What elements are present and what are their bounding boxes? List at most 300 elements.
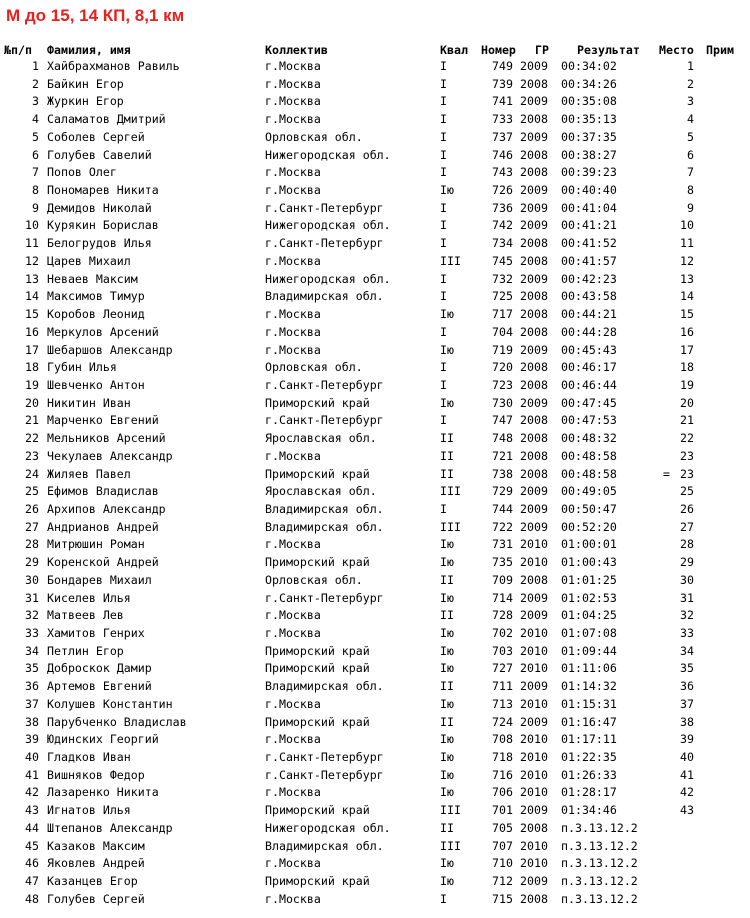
cell-bib: 706 bbox=[492, 785, 513, 800]
table-row bbox=[0, 820, 750, 838]
cell-result: 00:46:17 bbox=[561, 360, 617, 375]
cell-number: 44 bbox=[25, 820, 39, 835]
cell-number: 42 bbox=[25, 785, 39, 800]
cell-year: 2010 bbox=[520, 767, 548, 782]
cell-result: п.3.13.12.2 bbox=[561, 856, 638, 871]
cell-name: Коренской Андрей bbox=[47, 555, 159, 570]
cell-bib: 738 bbox=[492, 466, 513, 481]
cell-team: г.Санкт-Петербург bbox=[265, 377, 384, 392]
cell-bib: 719 bbox=[492, 342, 513, 357]
cell-team: г.Москва bbox=[265, 626, 321, 640]
cell-bib: 735 bbox=[492, 555, 513, 570]
cell-year: 2008 bbox=[520, 289, 548, 304]
cell-result: 01:09:44 bbox=[561, 643, 617, 658]
cell-number: 1 bbox=[32, 59, 39, 73]
cell-result: 00:44:21 bbox=[561, 307, 617, 322]
cell-year: 2008 bbox=[520, 324, 548, 339]
cell-result: 00:35:08 bbox=[561, 94, 617, 109]
table-row bbox=[0, 359, 750, 377]
cell-number: 17 bbox=[25, 342, 39, 357]
cell-year: 2008 bbox=[520, 891, 548, 906]
cell-name: Чекулаев Александр bbox=[47, 448, 173, 463]
cell-bib: 731 bbox=[492, 537, 513, 552]
table-row bbox=[0, 235, 750, 253]
cell-year: 2009 bbox=[520, 874, 548, 889]
cell-place: 9 bbox=[687, 200, 694, 215]
cell-number: 31 bbox=[25, 590, 39, 605]
cell-place: 16 bbox=[680, 324, 694, 339]
cell-number: 22 bbox=[25, 431, 39, 446]
table-row bbox=[0, 324, 750, 342]
cell-year: 2008 bbox=[520, 377, 548, 392]
cell-team: г.Москва bbox=[265, 112, 321, 127]
cell-number: 10 bbox=[25, 218, 39, 233]
cell-bib: 733 bbox=[492, 112, 513, 127]
cell-kval: Iю bbox=[440, 307, 454, 322]
cell-bib: 745 bbox=[492, 253, 513, 268]
cell-result: 01:34:46 bbox=[561, 803, 617, 818]
cell-year: 2008 bbox=[520, 307, 548, 322]
cell-name: Шевченко Антон bbox=[47, 377, 145, 392]
cell-name: Андрианов Андрей bbox=[47, 519, 159, 534]
cell-result: п.3.13.12.2 bbox=[561, 891, 638, 906]
cell-place: 25 bbox=[680, 484, 694, 499]
table-row bbox=[0, 838, 750, 856]
cell-team: Владимирская обл. bbox=[265, 501, 384, 516]
cell-result: 01:02:53 bbox=[561, 590, 617, 605]
cell-year: 2008 bbox=[520, 431, 548, 446]
table-row bbox=[0, 678, 750, 696]
cell-name: Артемов Евгений bbox=[47, 679, 152, 694]
cell-result: 01:11:06 bbox=[561, 661, 617, 676]
cell-bib: 728 bbox=[492, 608, 513, 623]
table-header bbox=[0, 42, 750, 58]
cell-kval: Iю bbox=[440, 395, 454, 410]
cell-bib: 725 bbox=[492, 289, 513, 304]
cell-number: 28 bbox=[25, 537, 39, 552]
cell-kval: I bbox=[440, 94, 447, 109]
cell-team: Приморский край bbox=[265, 714, 370, 729]
table-row bbox=[0, 306, 750, 324]
cell-team: Ярославская обл. bbox=[265, 484, 377, 499]
cell-result: 00:43:58 bbox=[561, 289, 617, 304]
header-team: Коллектив bbox=[265, 43, 328, 57]
cell-bib: 713 bbox=[492, 696, 513, 711]
cell-kval: II bbox=[440, 572, 454, 587]
cell-name: Голубев Сергей bbox=[47, 891, 145, 906]
cell-kval: I bbox=[440, 129, 447, 144]
cell-year: 2009 bbox=[520, 59, 548, 73]
cell-name: Бондарев Михаил bbox=[47, 572, 152, 587]
cell-bib: 721 bbox=[492, 448, 513, 463]
table-row bbox=[0, 731, 750, 749]
cell-name: Неваев Максим bbox=[47, 271, 138, 286]
cell-kval: Iю bbox=[440, 856, 454, 871]
cell-year: 2010 bbox=[520, 643, 548, 658]
cell-year: 2010 bbox=[520, 696, 548, 711]
cell-team: г.Москва bbox=[265, 94, 321, 109]
cell-name: Коробов Леонид bbox=[47, 307, 145, 322]
cell-bib: 748 bbox=[492, 431, 513, 446]
cell-place: 4 bbox=[687, 112, 694, 127]
cell-result: 01:01:25 bbox=[561, 572, 617, 587]
cell-number: 33 bbox=[25, 626, 39, 640]
table-row bbox=[0, 625, 750, 643]
cell-kval: II bbox=[440, 431, 454, 446]
cell-kval: Iю bbox=[440, 342, 454, 357]
header-name: Фамилия, имя bbox=[47, 43, 131, 57]
cell-name: Игнатов Илья bbox=[47, 803, 131, 818]
cell-kval: I bbox=[440, 76, 447, 91]
cell-name: Курякин Борислав bbox=[47, 218, 159, 233]
cell-result: 00:47:45 bbox=[561, 395, 617, 410]
cell-number: 7 bbox=[32, 165, 39, 180]
cell-number: 47 bbox=[25, 874, 39, 889]
cell-kval: I bbox=[440, 59, 447, 73]
cell-place: 19 bbox=[680, 377, 694, 392]
cell-year: 2009 bbox=[520, 200, 548, 215]
cell-number: 40 bbox=[25, 750, 39, 765]
cell-place: 23 bbox=[680, 448, 694, 463]
cell-bib: 712 bbox=[492, 874, 513, 889]
cell-place: 6 bbox=[687, 147, 694, 162]
cell-year: 2010 bbox=[520, 750, 548, 765]
cell-year: 2008 bbox=[520, 572, 548, 587]
cell-result: 00:40:40 bbox=[561, 183, 617, 198]
cell-result: 00:41:21 bbox=[561, 218, 617, 233]
cell-team: г.Москва bbox=[265, 59, 321, 73]
table-row bbox=[0, 217, 750, 235]
cell-name: Меркулов Арсений bbox=[47, 324, 159, 339]
cell-year: 2009 bbox=[520, 608, 548, 623]
cell-result: 01:14:32 bbox=[561, 679, 617, 694]
cell-bib: 739 bbox=[492, 76, 513, 91]
cell-bib: 742 bbox=[492, 218, 513, 233]
cell-year: 2009 bbox=[520, 218, 548, 233]
cell-result: 01:07:08 bbox=[561, 626, 617, 640]
table-row bbox=[0, 855, 750, 873]
cell-result: 00:37:35 bbox=[561, 129, 617, 144]
table-row bbox=[0, 607, 750, 625]
cell-team: Приморский край bbox=[265, 466, 370, 481]
cell-name: Митрюшин Роман bbox=[47, 537, 145, 552]
cell-team: г.Москва bbox=[265, 76, 321, 91]
cell-number: 2 bbox=[32, 76, 39, 91]
cell-bib: 707 bbox=[492, 838, 513, 853]
cell-place: 31 bbox=[680, 590, 694, 605]
cell-name: Соболев Сергей bbox=[47, 129, 145, 144]
header-kval: Квал bbox=[440, 43, 468, 57]
cell-result: 00:42:23 bbox=[561, 271, 617, 286]
table-row bbox=[0, 253, 750, 271]
cell-name: Архипов Александр bbox=[47, 501, 166, 516]
cell-name: Хайбрахманов Равиль bbox=[47, 59, 180, 73]
cell-place: 30 bbox=[680, 572, 694, 587]
cell-result: 00:48:32 bbox=[561, 431, 617, 446]
cell-bib: 714 bbox=[492, 590, 513, 605]
cell-team: Приморский край bbox=[265, 555, 370, 570]
cell-year: 2008 bbox=[520, 466, 548, 481]
cell-number: 15 bbox=[25, 307, 39, 322]
cell-name: Доброскок Дамир bbox=[47, 661, 152, 676]
header-note: Прим bbox=[706, 43, 734, 57]
table-row bbox=[0, 891, 750, 909]
cell-place: 2 bbox=[687, 76, 694, 91]
cell-name: Гладков Иван bbox=[47, 750, 131, 765]
cell-name: Марченко Евгений bbox=[47, 413, 159, 428]
cell-kval: Iю bbox=[440, 661, 454, 676]
cell-result: 00:41:52 bbox=[561, 236, 617, 251]
cell-result: 00:48:58 bbox=[561, 448, 617, 463]
cell-name: Демидов Николай bbox=[47, 200, 152, 215]
cell-name: Киселев Илья bbox=[47, 590, 131, 605]
cell-year: 2008 bbox=[520, 253, 548, 268]
cell-name: Казанцев Егор bbox=[47, 874, 138, 889]
cell-place: 40 bbox=[680, 750, 694, 765]
cell-team: г.Москва bbox=[265, 183, 321, 198]
cell-bib: 723 bbox=[492, 377, 513, 392]
cell-name: Белогрудов Илья bbox=[47, 236, 152, 251]
cell-number: 45 bbox=[25, 838, 39, 853]
cell-kval: Iю bbox=[440, 785, 454, 800]
cell-bib: 732 bbox=[492, 271, 513, 286]
table-row bbox=[0, 536, 750, 554]
cell-kval: II bbox=[440, 714, 454, 729]
cell-bib: 726 bbox=[492, 183, 513, 198]
cell-result: 01:15:31 bbox=[561, 696, 617, 711]
cell-year: 2008 bbox=[520, 413, 548, 428]
table-row bbox=[0, 288, 750, 306]
table-row bbox=[0, 342, 750, 360]
cell-name: Колушев Константин bbox=[47, 696, 173, 711]
cell-name: Казаков Максим bbox=[47, 838, 145, 853]
cell-team: г.Москва bbox=[265, 856, 321, 871]
cell-bib: 734 bbox=[492, 236, 513, 251]
cell-place: 34 bbox=[680, 643, 694, 658]
cell-kval: I bbox=[440, 200, 447, 215]
table-row bbox=[0, 696, 750, 714]
cell-kval: I bbox=[440, 218, 447, 233]
cell-team: Приморский край bbox=[265, 643, 370, 658]
cell-kval: Iю bbox=[440, 732, 454, 747]
cell-result: 00:39:23 bbox=[561, 165, 617, 180]
cell-name: Петлин Егор bbox=[47, 643, 124, 658]
cell-result: 00:44:28 bbox=[561, 324, 617, 339]
cell-bib: 715 bbox=[492, 891, 513, 906]
cell-kval: II bbox=[440, 448, 454, 463]
cell-team: г.Москва bbox=[265, 253, 321, 268]
cell-kval: III bbox=[440, 803, 461, 818]
cell-kval: Iю bbox=[440, 537, 454, 552]
cell-number: 39 bbox=[25, 732, 39, 747]
cell-year: 2010 bbox=[520, 838, 548, 853]
cell-number: 46 bbox=[25, 856, 39, 871]
cell-bib: 701 bbox=[492, 803, 513, 818]
cell-team: Приморский край bbox=[265, 803, 370, 818]
cell-kval: Iю bbox=[440, 590, 454, 605]
cell-place: 20 bbox=[680, 395, 694, 410]
table-row bbox=[0, 147, 750, 165]
cell-team: г.Санкт-Петербург bbox=[265, 413, 384, 428]
cell-year: 2009 bbox=[520, 129, 548, 144]
cell-number: 16 bbox=[25, 324, 39, 339]
table-row bbox=[0, 873, 750, 891]
cell-number: 9 bbox=[32, 200, 39, 215]
cell-kval: I bbox=[440, 112, 447, 127]
cell-bib: 709 bbox=[492, 572, 513, 587]
cell-team: Нижегородская обл. bbox=[265, 820, 391, 835]
table-row bbox=[0, 76, 750, 94]
cell-year: 2009 bbox=[520, 395, 548, 410]
cell-team: г.Москва bbox=[265, 324, 321, 339]
cell-place: 27 bbox=[680, 519, 694, 534]
header-number: №п/п bbox=[4, 43, 32, 57]
cell-number: 27 bbox=[25, 519, 39, 534]
cell-bib: 705 bbox=[492, 820, 513, 835]
table-row bbox=[0, 519, 750, 537]
cell-kval: Iю bbox=[440, 626, 454, 640]
cell-year: 2009 bbox=[520, 484, 548, 499]
cell-name: Губин Илья bbox=[47, 360, 117, 375]
cell-team: Ярославская обл. bbox=[265, 431, 377, 446]
cell-kval: I bbox=[440, 891, 447, 906]
cell-number: 38 bbox=[25, 714, 39, 729]
cell-year: 2009 bbox=[520, 590, 548, 605]
cell-number: 30 bbox=[25, 572, 39, 587]
cell-year: 2009 bbox=[520, 183, 548, 198]
cell-number: 24 bbox=[25, 466, 39, 481]
cell-result: п.3.13.12.2 bbox=[561, 838, 638, 853]
cell-year: 2008 bbox=[520, 448, 548, 463]
cell-team: Приморский край bbox=[265, 395, 370, 410]
cell-result: 01:22:35 bbox=[561, 750, 617, 765]
table-row bbox=[0, 749, 750, 767]
cell-team: Владимирская обл. bbox=[265, 289, 384, 304]
cell-place: 43 bbox=[680, 803, 694, 818]
cell-number: 48 bbox=[25, 891, 39, 906]
cell-year: 2009 bbox=[520, 803, 548, 818]
table-row bbox=[0, 572, 750, 590]
cell-name: Штепанов Александр bbox=[47, 820, 173, 835]
cell-number: 35 bbox=[25, 661, 39, 676]
cell-result: 00:47:53 bbox=[561, 413, 617, 428]
cell-year: 2010 bbox=[520, 555, 548, 570]
cell-team: г.Москва bbox=[265, 891, 321, 906]
table-row bbox=[0, 784, 750, 802]
cell-team: Владимирская обл. bbox=[265, 519, 384, 534]
cell-name: Вишняков Федор bbox=[47, 767, 145, 782]
cell-team: г.Москва bbox=[265, 342, 321, 357]
cell-bib: 741 bbox=[492, 94, 513, 109]
cell-bib: 710 bbox=[492, 856, 513, 871]
cell-name: Царев Михаил bbox=[47, 253, 131, 268]
cell-bib: 722 bbox=[492, 519, 513, 534]
cell-kval: I bbox=[440, 377, 447, 392]
cell-kval: I bbox=[440, 165, 447, 180]
cell-name: Журкин Егор bbox=[47, 94, 124, 109]
cell-place: 3 bbox=[687, 94, 694, 109]
cell-team: г.Санкт-Петербург bbox=[265, 767, 384, 782]
cell-tie-mark: = bbox=[663, 466, 670, 481]
cell-bib: 703 bbox=[492, 643, 513, 658]
cell-result: 01:16:47 bbox=[561, 714, 617, 729]
cell-year: 2010 bbox=[520, 785, 548, 800]
cell-result: 00:48:58 bbox=[561, 466, 617, 481]
cell-year: 2010 bbox=[520, 732, 548, 747]
cell-team: г.Москва bbox=[265, 165, 321, 180]
cell-result: 00:46:44 bbox=[561, 377, 617, 392]
cell-team: Нижегородская обл. bbox=[265, 218, 391, 233]
cell-team: г.Москва bbox=[265, 732, 321, 747]
table-row bbox=[0, 590, 750, 608]
cell-bib: 708 bbox=[492, 732, 513, 747]
cell-name: Пономарев Никита bbox=[47, 183, 159, 198]
cell-place: 7 bbox=[687, 165, 694, 180]
cell-bib: 711 bbox=[492, 679, 513, 694]
table-row bbox=[0, 58, 750, 76]
cell-kval: I bbox=[440, 147, 447, 162]
cell-place: 28 bbox=[680, 537, 694, 552]
cell-bib: 747 bbox=[492, 413, 513, 428]
header-bib: Номер bbox=[481, 43, 516, 57]
cell-place: 39 bbox=[680, 732, 694, 747]
cell-result: 01:28:17 bbox=[561, 785, 617, 800]
table-row bbox=[0, 111, 750, 129]
cell-bib: 729 bbox=[492, 484, 513, 499]
cell-number: 26 bbox=[25, 501, 39, 516]
cell-number: 23 bbox=[25, 448, 39, 463]
cell-year: 2010 bbox=[520, 856, 548, 871]
table-row bbox=[0, 643, 750, 661]
cell-year: 2008 bbox=[520, 165, 548, 180]
cell-bib: 724 bbox=[492, 714, 513, 729]
cell-name: Максимов Тимур bbox=[47, 289, 145, 304]
cell-bib: 704 bbox=[492, 324, 513, 339]
cell-result: п.3.13.12.2 bbox=[561, 874, 638, 889]
cell-name: Жиляев Павел bbox=[47, 466, 131, 481]
cell-result: 00:50:47 bbox=[561, 501, 617, 516]
cell-year: 2009 bbox=[520, 501, 548, 516]
cell-year: 2009 bbox=[520, 714, 548, 729]
cell-place: 41 bbox=[680, 767, 694, 782]
cell-team: Приморский край bbox=[265, 661, 370, 676]
table-row bbox=[0, 554, 750, 572]
cell-number: 3 bbox=[32, 94, 39, 109]
cell-place: 15 bbox=[680, 307, 694, 322]
cell-place: 38 bbox=[680, 714, 694, 729]
cell-kval: II bbox=[440, 466, 454, 481]
cell-result: 00:41:57 bbox=[561, 253, 617, 268]
cell-year: 2010 bbox=[520, 537, 548, 552]
cell-name: Байкин Егор bbox=[47, 76, 124, 91]
cell-bib: 730 bbox=[492, 395, 513, 410]
cell-team: Орловская обл. bbox=[265, 129, 363, 144]
table-row bbox=[0, 767, 750, 785]
cell-place: 18 bbox=[680, 360, 694, 375]
cell-result: 00:45:43 bbox=[561, 342, 617, 357]
cell-year: 2008 bbox=[520, 236, 548, 251]
table-row bbox=[0, 714, 750, 732]
cell-result: 00:34:02 bbox=[561, 59, 617, 73]
table-row bbox=[0, 412, 750, 430]
cell-number: 29 bbox=[25, 555, 39, 570]
cell-place: 35 bbox=[680, 661, 694, 676]
cell-name: Ефимов Владислав bbox=[47, 484, 159, 499]
cell-result: 00:35:13 bbox=[561, 112, 617, 127]
cell-name: Лазаренко Никита bbox=[47, 785, 159, 800]
cell-team: г.Санкт-Петербург bbox=[265, 236, 384, 251]
cell-kval: Iю bbox=[440, 183, 454, 198]
